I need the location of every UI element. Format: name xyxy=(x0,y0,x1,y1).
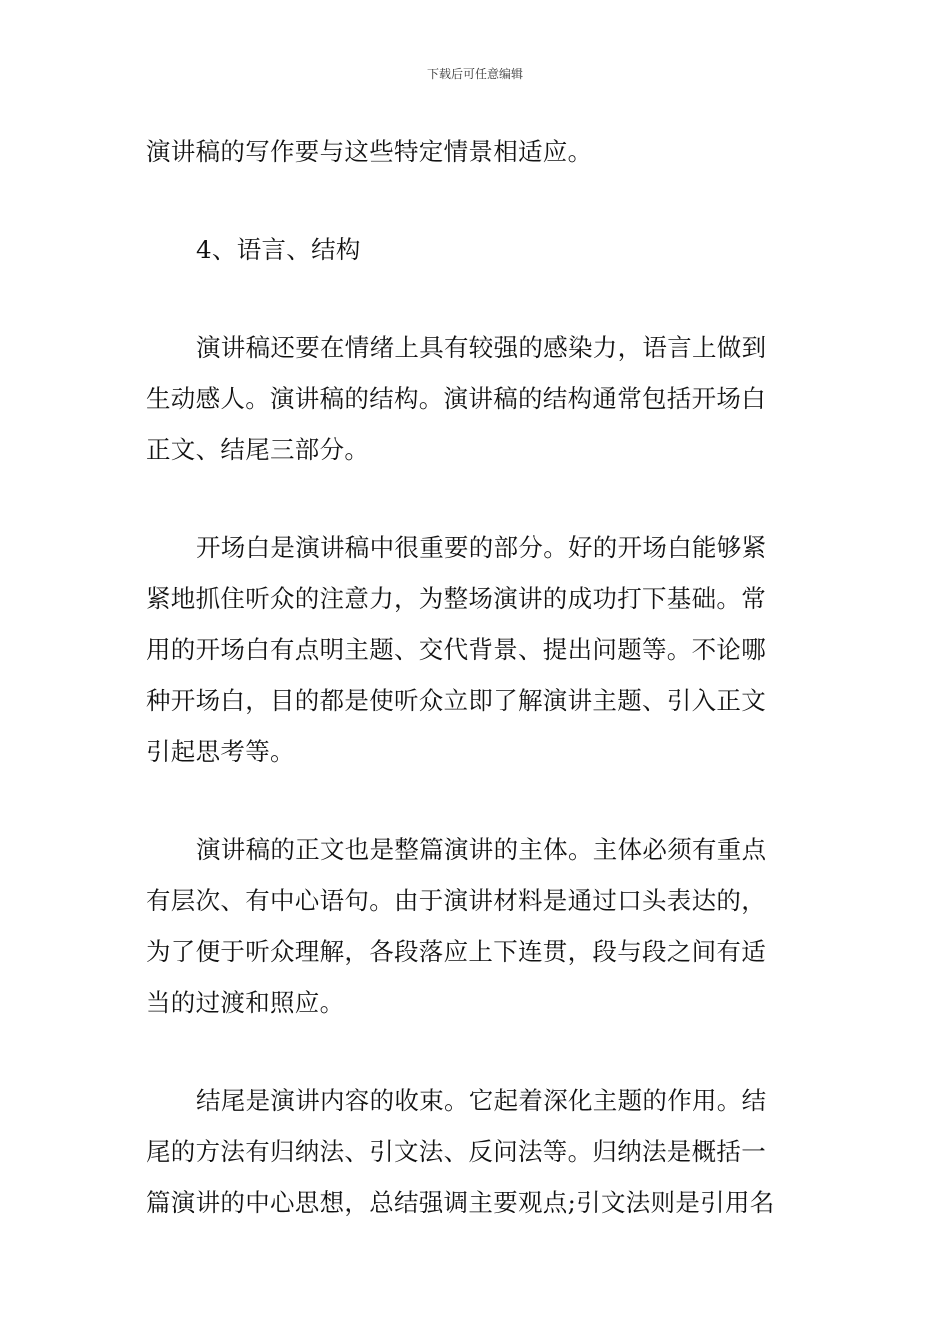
text-line: 用的开场白有点明主题、交代背景、提出问题等。不论哪 xyxy=(146,635,766,664)
text-line: 演讲稿的写作要与这些特定情景相适应。 xyxy=(146,137,593,166)
text-line: 演讲稿的正文也是整篇演讲的主体。主体必须有重点 xyxy=(196,835,767,864)
text-line: 紧地抓住听众的注意力，为整场演讲的成功打下基础。常 xyxy=(146,584,766,613)
paragraph-continuation xyxy=(146,126,808,177)
document-body xyxy=(146,126,808,1228)
text-line: 引起思考等。 xyxy=(146,737,295,766)
section-heading-text: 4、语言、结构 xyxy=(196,235,361,264)
paragraph-gap xyxy=(146,275,808,322)
paragraph-gap xyxy=(146,1028,808,1075)
text-line: 演讲稿还要在情绪上具有较强的感染力，语言上做到 xyxy=(196,333,767,362)
text-line: 当的过渡和照应。 xyxy=(146,988,345,1017)
paragraph-gap xyxy=(146,475,808,522)
paragraph-language xyxy=(146,322,808,475)
text-line: 篇演讲的中心思想，总结强调主要观点;引文法则是引用名 xyxy=(146,1188,775,1217)
text-line: 生动感人。演讲稿的结构。演讲稿的结构通常包括开场白 xyxy=(146,384,766,413)
paragraph-opening xyxy=(146,522,808,777)
text-line: 尾的方法有归纳法、引文法、反问法等。归纳法是概括一 xyxy=(146,1137,766,1166)
text-line: 为了便于听众理解，各段落应上下连贯，段与段之间有适 xyxy=(146,937,766,966)
paragraph-body xyxy=(146,824,808,1028)
paragraph-ending xyxy=(146,1075,808,1228)
text-line: 种开场白，目的都是使听众立即了解演讲主题、引入正文 xyxy=(146,686,766,715)
section-heading xyxy=(146,224,808,275)
paragraph-gap xyxy=(146,777,808,824)
text-line: 结尾是演讲内容的收束。它起着深化主题的作用。结 xyxy=(196,1086,767,1115)
text-line: 正文、结尾三部分。 xyxy=(146,435,370,464)
paragraph-gap xyxy=(146,177,808,224)
page-header: 下载后可任意编辑 xyxy=(426,67,523,81)
text-line: 有层次、有中心语句。由于演讲材料是通过口头表达的， xyxy=(146,886,766,915)
text-line: 开场白是演讲稿中很重要的部分。好的开场白能够紧 xyxy=(196,533,767,562)
